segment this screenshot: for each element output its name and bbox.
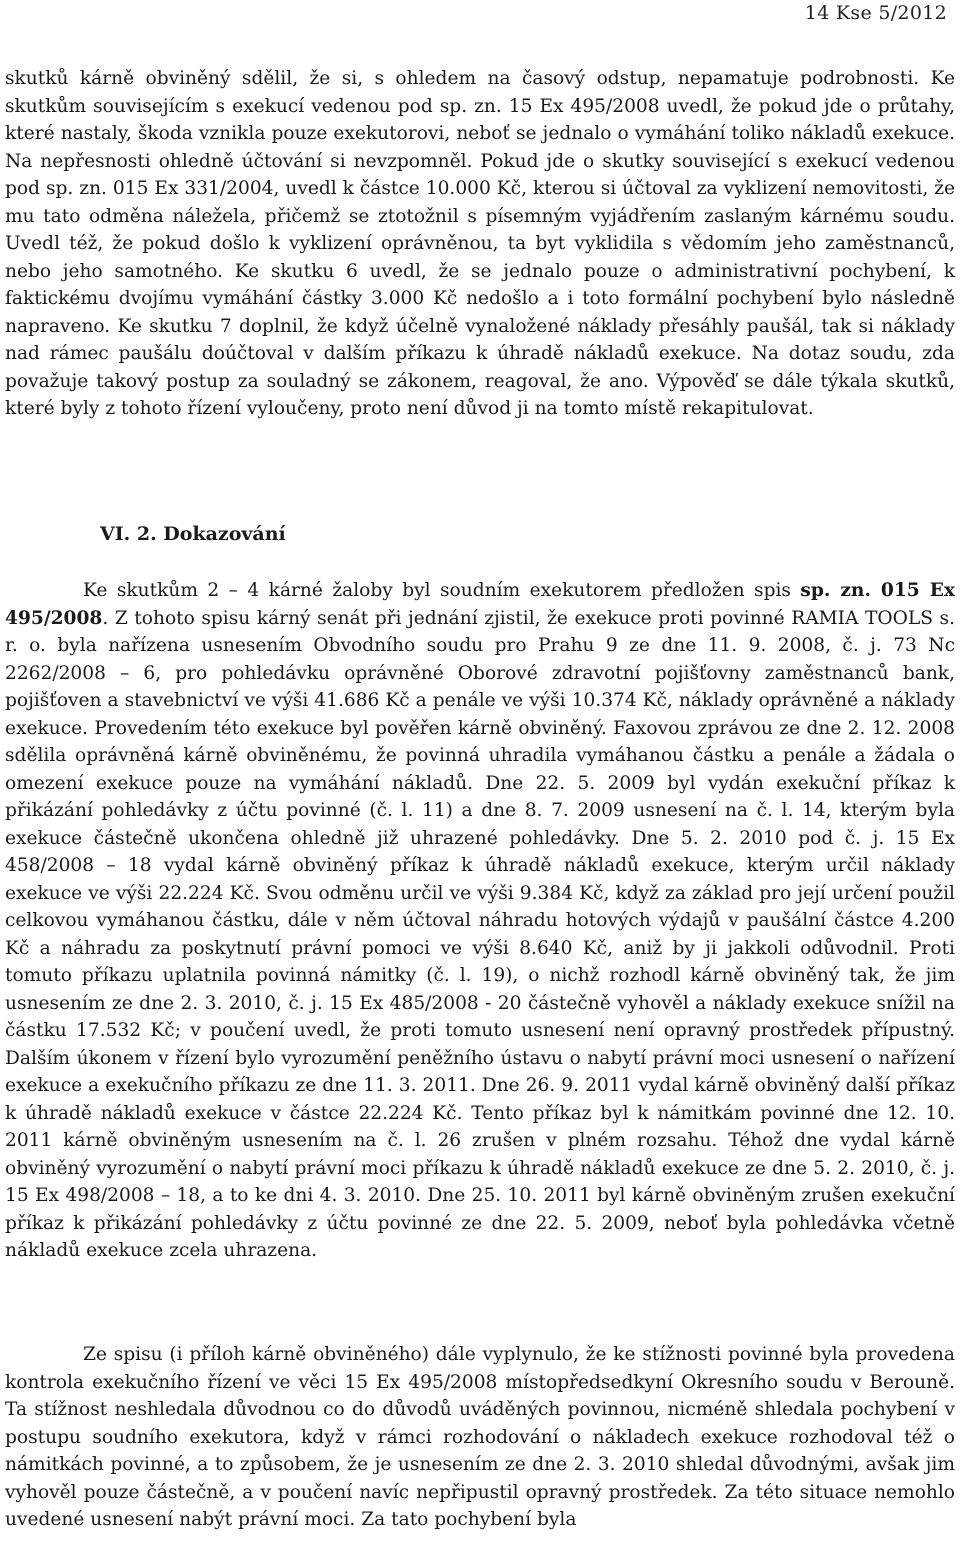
- paragraph-evidence-intro: Ke skutkům 2 – 4 kárné žaloby byl soudním exekutorem předložen spis: [83, 580, 801, 601]
- file-reference: sp. zn. 015 Ex 495/2008: [5, 580, 955, 629]
- paragraph-complaint-review: Ze spisu (i příloh kárně obviněného) dále vyplynulo, že ke stížnosti povinné byla provedena kontrola exekučního řízení ve věci 15 Ex 495/2008 místopředsedkyní Okresního soudu v Berouně. Ta stížnost neshledala důvodnou co do důvodů uváděných povinnou, nicméně shledala pochybení v postupu soudního exekutora, když v rámci rozhodování o nákladech exekuce rozhodoval též o námitkách povinné, a to způsobem, že je usnesením ze dne 2. 3. 2010 shledal důvodnými, avšak jim vyhověl pouze částečně, a v poučení navíc nepřipustil opravný prostředek. Za této situace nemohlo uvedené usnesení nabýt právní moci. Za tato pochybení byla: [5, 1344, 955, 1530]
- section-heading: VI. 2. Dokazování: [100, 523, 286, 545]
- paragraph-evidence-file: [5, 577, 955, 1265]
- page-header-reference: 14 Kse 5/2012: [804, 2, 947, 24]
- paragraph-evidence-body: . Z tohoto spisu kárný senát při jednání zjistil, že exekuce proti povinné RAMIA TOOLS s. r. o. byla nařízena usnesením Obvodního soudu pro Prahu 9 ze dne 11. 9. 2008, č. j. 73 Nc 2262/2008 – 6, pro pohledávku oprávněné Oborové zdravotní pojišťovny zaměstnanců bank, pojišťoven a stavebnictví ve výši 41.686 Kč a penále ve výši 10.374 Kč, náklady oprávněné a náklady exekuce. Provedením této exekuce byl pověřen kárně obviněný. Faxovou zprávou ze dne 2. 12. 2008 sdělila oprávněná kárně obviněnému, že povinná uhradila vymáhanou částku a penále a žádala o omezení exekuce pouze na vymáhání nákladů. Dne 22. 5. 2009 byl vydán exekuční příkaz k přikázání pohledávky z účtu povinné (č. l. 11) a dne 8. 7. 2009 usnesení na č. l. 14, kterým byla exekuce částečně ukončena ohledně již uhrazené pohledávky. Dne 5. 2. 2010 pod č. j. 15 Ex 458/2008 – 18 vydal kárně obviněný příkaz k úhradě nákladů exekuce, kterým určil náklady exekuce ve výši 22.224 Kč. Svou odměnu určil ve výši 9.384 Kč, když za základ pro její určení použil celkovou vymáhanou částku, dále v něm účtoval náhradu hotových výdajů v paušální částce 4.200 Kč a náhradu za poskytnutí právní pomoci ve výši 8.640 Kč, aniž by ji jakkoli odůvodnil. Proti tomuto příkazu uplatnila povinná námitky (č. l. 19), o nichž rozhodl kárně obviněný tak, že jim usnesením ze dne 2. 3. 2010, č. j. 15 Ex 485/2008 - 20 částečně vyhověl a náklady exekuce snížil na částku 17.532 Kč; v poučení uvedl, že proti tomuto usnesení není opravný prostředek přípustný. Dalším úkonem v řízení bylo vyrozumění peněžního ústavu o nabytí právní moci usnesení o nařízení exekuce a exekučního příkazu ze dne 11. 3. 2011. Dne 26. 9. 2011 vydal kárně obviněný další příkaz k úhradě nákladů exekuce v částce 22.224 Kč. Tento příkaz byl k námitkám povinné dne 12. 10. 2011 kárně obviněným usnesením na č. l. 26 zrušen v plném rozsahu. Téhož dne vydal kárně obviněný vyrozumění o nabytí právní moci příkazu k úhradě nákladů exekuce ze dne 5. 2. 2010, č. j. 15 Ex 498/2008 – 18, a to ke dni 4. 3. 2010. Dne 25. 10. 2011 byl kárně obviněným zrušen exekuční příkaz k přikázání pohledávky z účtu povinné ze dne 22. 5. 2009, neboť byla pohledávka včetně nákladů exekuce zcela uhrazena.: [5, 607, 955, 1261]
- paragraph-testimony: skutků kárně obviněný sdělil, že si, s ohledem na časový odstup, nepamatuje podrobnosti. Ke skutkům souvisejícím s exekucí vedenou pod sp. zn. 15 Ex 495/2008 uvedl, že pokud jde o průtahy, které nastaly, škoda vznikla pouze exekutorovi, neboť se jednalo o vymáhání toliko nákladů exekuce. Na nepřesnosti ohledně účtování si nevzpomněl. Pokud jde o skutky související s exekucí vedenou pod sp. zn. 015 Ex 331/2004, uvedl k částce 10.000 Kč, kterou si účtoval za vyklizení nemovitosti, že mu tato odměna náležela, přičemž se ztotožnil s písemným vyjádřením zaslaným kárnému soudu. Uvedl též, že pokud došlo k vyklizení oprávněnou, ta byt vyklidila s vědomím jeho zaměstnanců, nebo jeho samotného. Ke skutku 6 uvedl, že se jednalo pouze o administrativní pochybení, k faktickému dvojímu vymáhání částky 3.000 Kč nedošlo a i toto formální pochybení bylo následně napraveno. Ke skutku 7 doplnil, že když účelně vynaložené náklady přesáhly paušál, tak si náklady nad rámec paušálu doúčtoval v dalším příkazu k úhradě nákladů exekuce. Na dotaz soudu, zda považuje takový postup za souladný se zákonem, reagoval, že ano. Výpověď se dále týkala skutků, které byly z tohoto řízení vyloučeny, proto není důvod ji na tomto místě rekapitulovat.: [5, 68, 955, 419]
- document-page: [5, 0, 955, 1541]
